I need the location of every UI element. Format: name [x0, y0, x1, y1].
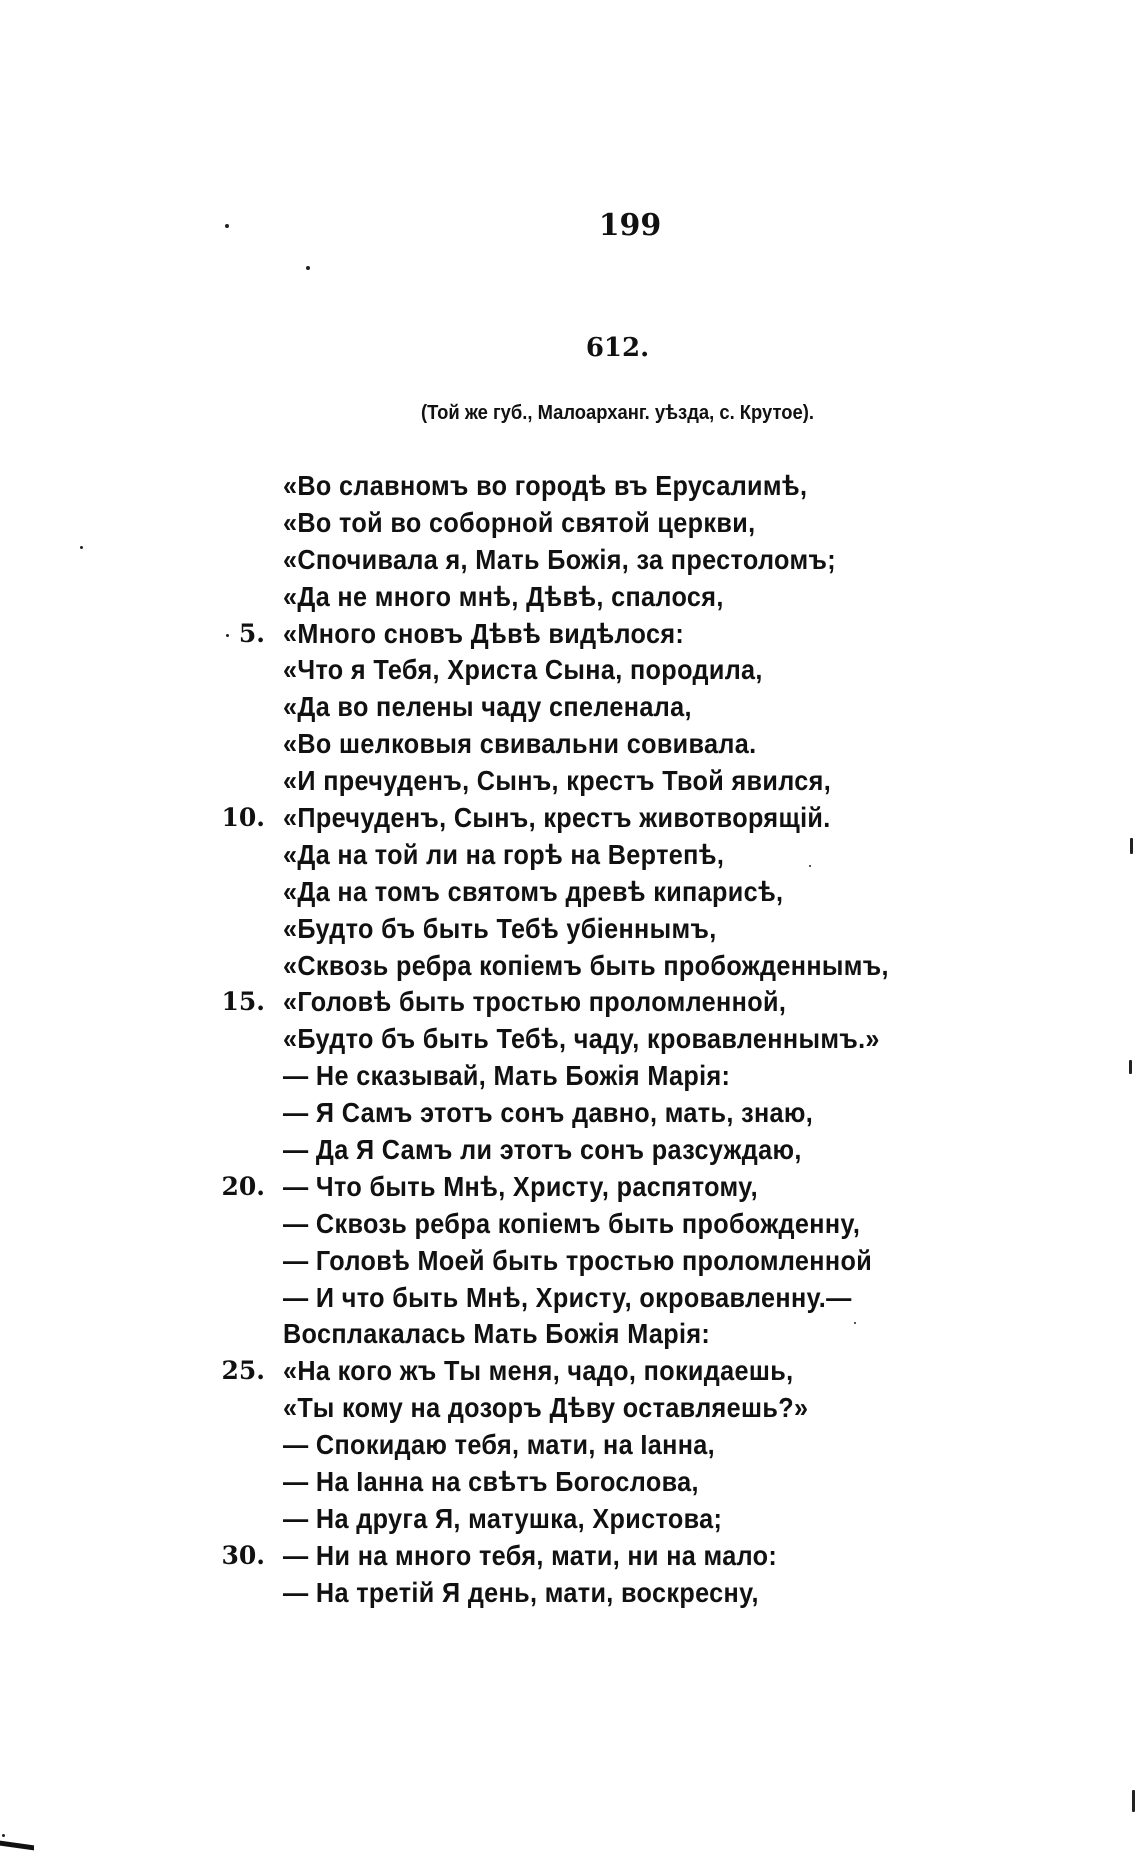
- line-number: 5.: [238, 618, 265, 648]
- verse-text: — Сквозь ребра копіемъ быть пробожденну,: [283, 1207, 861, 1239]
- line-number: 20.: [221, 1171, 265, 1201]
- verse-line: [0, 1316, 1140, 1353]
- verse-list: [0, 468, 1140, 1612]
- scan-speck: [1132, 1790, 1135, 1812]
- verse-line: [0, 800, 1140, 837]
- verse-text: — На друга Я, матушка, Христова;: [283, 1502, 723, 1534]
- verse-line: [0, 1058, 1140, 1095]
- verse-text: — Ни на много тебя, мати, ни на мало:: [283, 1539, 778, 1571]
- line-number: 15.: [221, 987, 265, 1017]
- verse-text: «Да во пелены чаду спеленала,: [283, 691, 692, 723]
- verse-text: — И что быть Мнѣ, Христу, окровавленну.—: [283, 1281, 852, 1313]
- line-number: 30.: [221, 1540, 265, 1570]
- verse-text: «На кого жъ Ты меня, чадо, покидаешь,: [283, 1355, 794, 1387]
- verse-line: [0, 1353, 1140, 1390]
- verse-line: [0, 1280, 1140, 1317]
- verse-line: [0, 837, 1140, 874]
- line-number: 10.: [221, 803, 265, 833]
- verse-text: «Во славномъ во городѣ въ Ерусалимѣ,: [283, 470, 808, 501]
- source-note: (Той же губ., Малоарханг. уѣзда, с. Крутое).: [420, 402, 814, 424]
- verse-text: «Пречуденъ, Сынъ, крестъ животворящій.: [283, 802, 831, 834]
- scan-speck: [80, 546, 83, 549]
- verse-text: «Во той во соборной святой церкви,: [283, 506, 756, 538]
- scan-speck: [2, 1834, 5, 1837]
- verse-text: — Спокидаю тебя, мати, на Іанна,: [283, 1429, 716, 1461]
- page-number: 199: [598, 208, 662, 243]
- verse-text: — Да Я Самъ ли этотъ сонъ разсуждаю,: [283, 1134, 802, 1166]
- verse-text: «Во шелковыя свивальни совивала.: [283, 728, 757, 760]
- scan-speck: [854, 1322, 856, 1324]
- scan-speck: [809, 865, 811, 867]
- verse-line: [0, 911, 1140, 948]
- verse-line: [0, 874, 1140, 911]
- verse-line: [0, 1021, 1140, 1058]
- scan-speck: [306, 266, 310, 270]
- verse-line: [0, 1243, 1140, 1280]
- verse-line: [0, 948, 1140, 985]
- verse-line: [0, 1206, 1140, 1243]
- verse-text: «Ты кому на дозоръ Дѣву оставляешь?»: [283, 1392, 809, 1424]
- verse-text: «Сквозь ребра копіемъ быть пробожденнымъ,: [283, 949, 889, 981]
- verse-line: [0, 763, 1140, 800]
- verse-line: [0, 579, 1140, 616]
- verse-text: — На Іанна на свѣтъ Богослова,: [283, 1466, 699, 1498]
- verse-text: «Много сновъ Дѣвѣ видѣлося:: [283, 617, 685, 649]
- scan-speck: [226, 634, 229, 637]
- verse-text: — Головѣ Моей быть тростью проломленной: [283, 1244, 873, 1276]
- verse-text: Восплакалась Мать Божія Марія:: [283, 1318, 711, 1350]
- verse-text: «Что я Тебя, Христа Сына, породила,: [283, 654, 763, 686]
- scan-speck: [1130, 838, 1133, 854]
- verse-line: [0, 468, 1140, 505]
- verse-text: — На третій Я день, мати, воскресну,: [283, 1576, 759, 1608]
- verse-line: [0, 1538, 1140, 1575]
- verse-text: «Будто бъ быть Тебѣ убіеннымъ,: [283, 912, 717, 944]
- verse-line: [0, 1095, 1140, 1132]
- verse-line: [0, 1501, 1140, 1538]
- verse-line: [0, 652, 1140, 689]
- verse-line: [0, 1390, 1140, 1427]
- verse-line: [0, 726, 1140, 763]
- verse-text: «Да на томъ святомъ древѣ кипарисѣ,: [283, 875, 784, 907]
- verse-line: [0, 1132, 1140, 1169]
- verse-line: [0, 505, 1140, 542]
- verse-text: — Что быть Мнѣ, Христу, распятому,: [283, 1170, 759, 1202]
- verse-line: [0, 1427, 1140, 1464]
- verse-text: «Да на той ли на горѣ на Вертепѣ,: [283, 838, 725, 870]
- verse-text: «Спочивала я, Мать Божія, за престоломъ;: [283, 543, 836, 575]
- verse-text: «И пречуденъ, Сынъ, крестъ Твой явился,: [283, 765, 832, 797]
- scan-edge-mark: [0, 1841, 34, 1851]
- verse-line: [0, 689, 1140, 726]
- verse-text: «Головѣ быть тростью проломленной,: [283, 986, 787, 1018]
- poem-number: 612.: [585, 333, 650, 363]
- verse-line: [0, 1464, 1140, 1501]
- verse-line: [0, 616, 1140, 653]
- verse-text: — Я Самъ этотъ сонъ давно, мать, знаю,: [283, 1097, 814, 1129]
- scan-speck: [225, 224, 229, 228]
- verse-line: [0, 542, 1140, 579]
- verse-text: «Да не много мнѣ, Дѣвѣ, спалося,: [283, 580, 724, 612]
- line-number: 25.: [221, 1356, 265, 1386]
- verse-line: [0, 1575, 1140, 1612]
- scan-speck: [1129, 1060, 1132, 1074]
- verse-line: [0, 984, 1140, 1021]
- verse-line: [0, 1169, 1140, 1206]
- verse-text: — Не сказывай, Мать Божія Марія:: [283, 1060, 731, 1092]
- verse-text: «Будто бъ быть Тебѣ, чаду, кровавленнымъ.»: [283, 1023, 880, 1055]
